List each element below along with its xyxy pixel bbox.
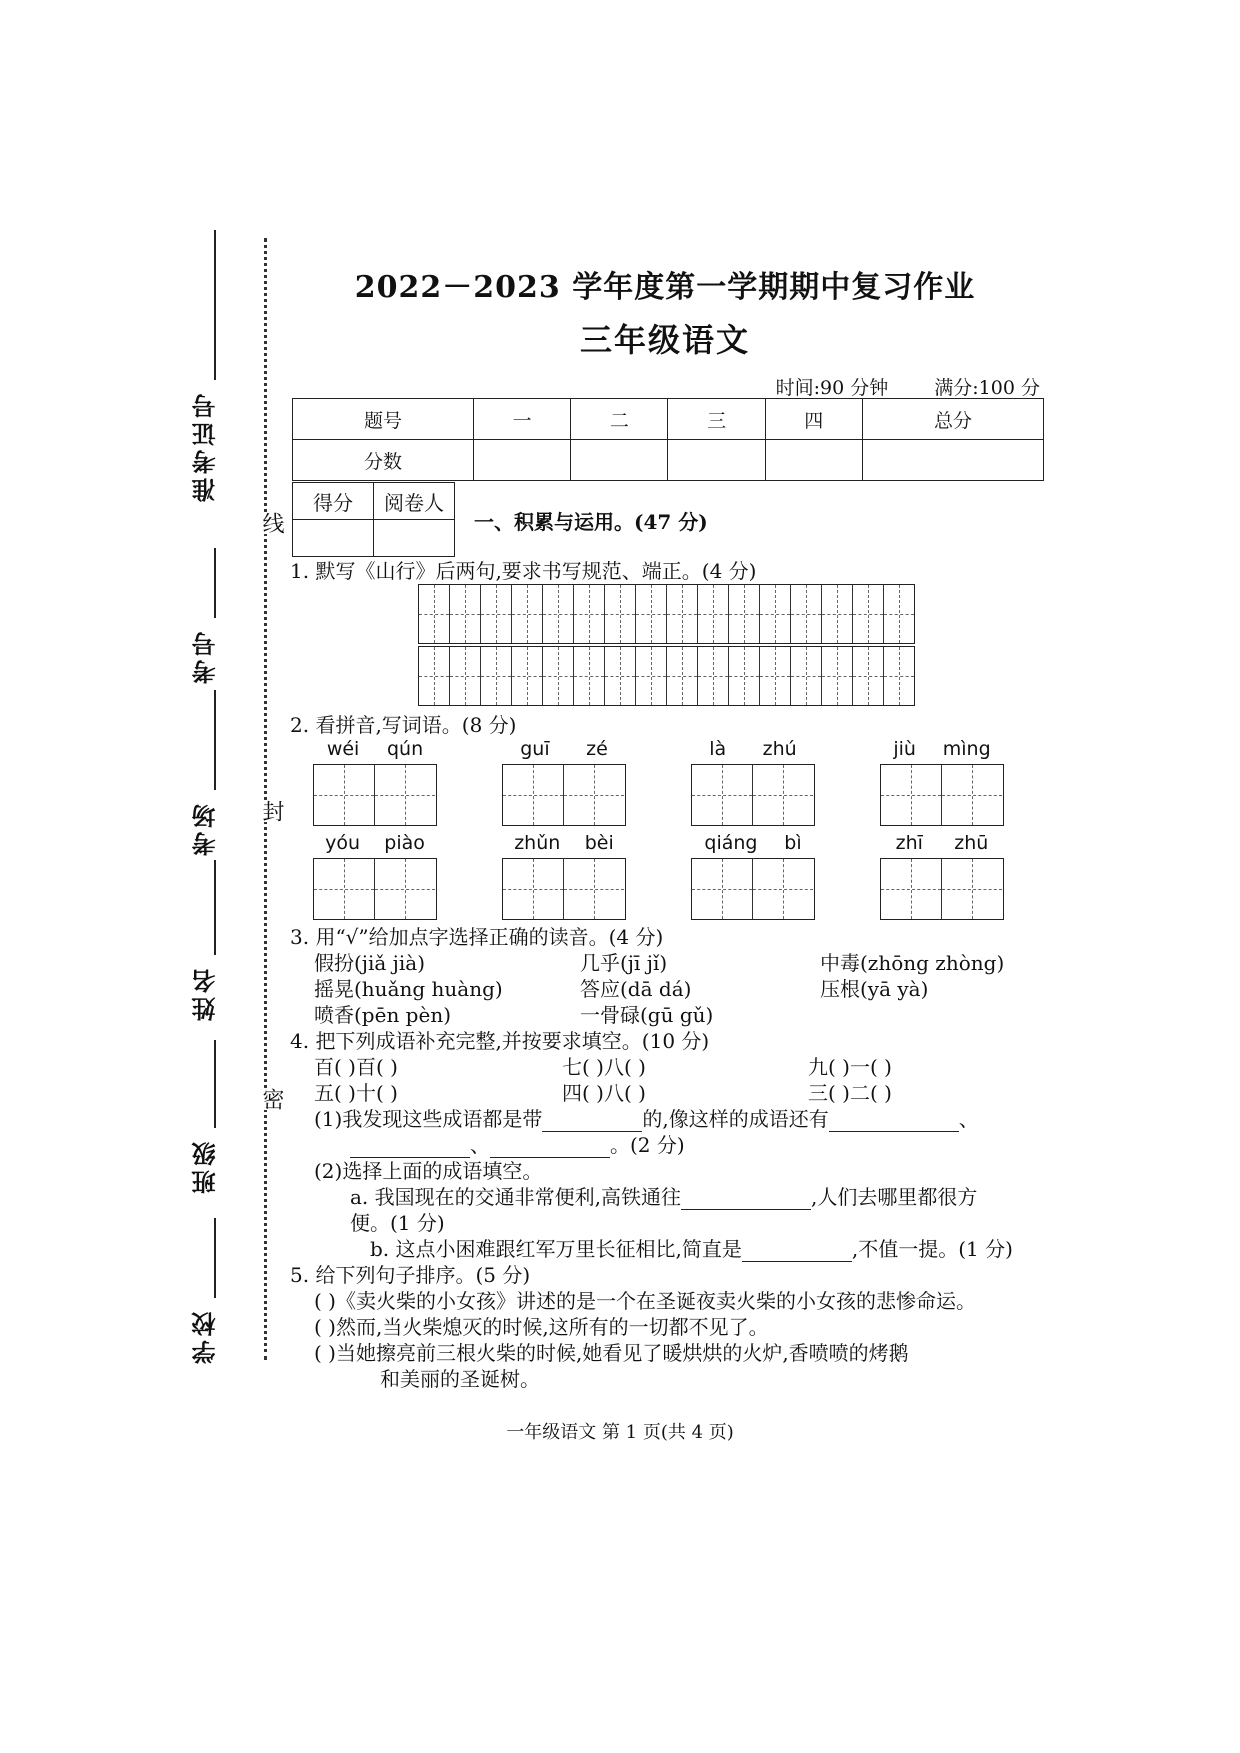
idiom-item[interactable]: 三( )二( ) <box>808 1081 892 1105</box>
fill-blank[interactable] <box>742 1261 852 1262</box>
score-table-header: 三 <box>668 399 765 440</box>
pinyin: là <box>709 738 727 760</box>
side-line <box>214 690 216 790</box>
score-cell[interactable] <box>571 440 668 481</box>
pinyin-word <box>691 738 815 826</box>
grader-box <box>292 482 455 557</box>
side-line <box>214 1040 216 1128</box>
pinyin: wéi <box>326 738 360 760</box>
pinyin: zhī <box>895 832 923 854</box>
full-score: 满分:100 分 <box>934 377 1040 399</box>
answer-boxes[interactable] <box>502 858 626 920</box>
pinyin: bì <box>784 832 802 854</box>
pinyin-word <box>313 832 437 920</box>
question-4-sub-1: (1)我发现这些成语都是带 的,像这样的成语还有 、 <box>314 1107 979 1131</box>
pinyin: zhú <box>762 738 797 760</box>
pinyin: qiáng <box>704 832 758 854</box>
question-4-sub-2: (2)选择上面的成语填空。 <box>314 1159 543 1183</box>
side-label-exam-id: 准考证号 <box>191 390 220 502</box>
question-1: 1. 默写《山行》后两句,要求书写规范、端正。(4 分) <box>290 559 757 583</box>
pinyin-word <box>313 738 437 826</box>
order-paren[interactable]: ( ) <box>314 1315 336 1339</box>
pinyin: zhū <box>954 832 989 854</box>
order-paren[interactable]: ( ) <box>314 1289 336 1313</box>
idiom-item[interactable]: 七( )八( ) <box>562 1055 646 1079</box>
idiom-item[interactable]: 四( )八( ) <box>562 1081 646 1105</box>
sentence-order-item[interactable]: ( )然而,当火柴熄灭的时候,这所有的一切都不见了。 <box>314 1315 769 1339</box>
pinyin-word <box>880 738 1004 826</box>
order-paren[interactable]: ( ) <box>314 1341 336 1365</box>
question-4-sub-1-cont: 、 。(2 分) <box>350 1132 685 1158</box>
score-cell[interactable] <box>668 440 765 481</box>
score-table-header: 四 <box>765 399 862 440</box>
answer-boxes[interactable] <box>313 764 437 826</box>
pronunciation-item[interactable]: 中毒(zhōng zhòng) <box>820 951 1005 975</box>
grader-reviewer-cell[interactable] <box>374 520 455 557</box>
answer-boxes[interactable] <box>691 858 815 920</box>
section-title: 一、积累与运用。(47 分) <box>474 510 708 534</box>
writing-grid-row-2[interactable] <box>418 646 915 706</box>
score-table-header: 一 <box>474 399 571 440</box>
pinyin-word <box>502 738 626 826</box>
idiom-item[interactable]: 九( )一( ) <box>808 1055 892 1079</box>
grader-reviewer-label: 阅卷人 <box>374 483 455 520</box>
side-line <box>214 230 216 380</box>
score-cell[interactable] <box>862 440 1043 481</box>
question-4: 4. 把下列成语补充完整,并按要求填空。(10 分) <box>290 1029 710 1053</box>
grader-score-cell[interactable] <box>293 520 374 557</box>
side-label-room: 考场 <box>191 800 220 856</box>
fill-blank[interactable] <box>681 1209 811 1210</box>
exam-meta <box>736 373 1040 400</box>
score-cell[interactable] <box>474 440 571 481</box>
score-table-header: 题号 <box>293 399 474 440</box>
pinyin-word <box>502 832 626 920</box>
pinyin: zhǔn <box>514 832 561 854</box>
idiom-item[interactable]: 百( )百( ) <box>314 1055 398 1079</box>
side-label-name: 姓名 <box>191 965 220 1021</box>
pinyin: guī <box>520 738 550 760</box>
answer-boxes[interactable] <box>691 764 815 826</box>
score-table-header: 总分 <box>862 399 1043 440</box>
grader-score-label: 得分 <box>293 483 374 520</box>
question-4-sub-2a: a. 我国现在的交通非常便利,高铁通往 ,人们去哪里都很方 <box>350 1185 978 1209</box>
seal-word-mi: 密 <box>256 1088 287 1110</box>
side-line <box>214 1218 216 1298</box>
score-table <box>292 398 1044 481</box>
seal-dotted-line <box>264 238 267 1360</box>
answer-boxes[interactable] <box>502 764 626 826</box>
pronunciation-item[interactable]: 答应(dā dá) <box>580 977 692 1001</box>
side-label-exam-no: 考号 <box>191 628 220 684</box>
pronunciation-item[interactable]: 一骨碌(gū gǔ) <box>580 1003 714 1027</box>
question-2: 2. 看拼音,写词语。(8 分) <box>290 713 517 737</box>
side-label-class: 班级 <box>191 1138 220 1194</box>
pinyin-word <box>691 832 815 920</box>
pinyin: yóu <box>325 832 361 854</box>
sentence-order-item[interactable]: ( )当她擦亮前三根火柴的时候,她看见了暖烘烘的火炉,香喷喷的烤鹅 <box>314 1341 909 1365</box>
question-4-sub-2b: b. 这点小困难跟红军万里长征相比,简直是 ,不值一提。(1 分) <box>370 1237 1013 1261</box>
sentence-order-item[interactable]: ( )《卖火柴的小女孩》讲述的是一个在圣诞夜卖火柴的小女孩的悲惨命运。 <box>314 1289 976 1313</box>
score-table-header: 二 <box>571 399 668 440</box>
pinyin: jiù <box>893 738 916 760</box>
time-limit: 时间:90 分钟 <box>775 377 889 399</box>
answer-boxes[interactable] <box>880 858 1004 920</box>
fill-blank[interactable] <box>829 1131 959 1132</box>
sentence-order-item-cont: 和美丽的圣诞树。 <box>380 1367 540 1391</box>
question-4-sub-2a-cont: 便。(1 分) <box>350 1211 445 1235</box>
question-5: 5. 给下列句子排序。(5 分) <box>290 1263 531 1287</box>
side-line <box>214 860 216 955</box>
writing-grid-row-1[interactable] <box>418 584 915 644</box>
page-footer: 一年级语文 第 1 页(共 4 页) <box>506 1422 734 1443</box>
pinyin: bèi <box>584 832 614 854</box>
side-line <box>214 548 216 618</box>
page-subtitle: 三年级语文 <box>579 321 750 359</box>
pronunciation-item[interactable]: 喷香(pēn pèn) <box>314 1003 452 1027</box>
score-cell[interactable] <box>765 440 862 481</box>
idiom-item[interactable]: 五( )十( ) <box>314 1081 398 1105</box>
question-3: 3. 用“√”给加点字选择正确的读音。(4 分) <box>290 925 664 949</box>
seal-word-line: 线 <box>256 512 287 534</box>
pinyin: qún <box>387 738 424 760</box>
pinyin-word <box>880 832 1004 920</box>
pinyin: piào <box>384 832 425 854</box>
pronunciation-item[interactable]: 摇晃(huǎng huàng) <box>314 977 503 1001</box>
score-table-row-label: 分数 <box>293 440 474 481</box>
pinyin: zé <box>586 738 608 760</box>
answer-boxes[interactable] <box>313 858 437 920</box>
pronunciation-item[interactable]: 压根(yā yà) <box>820 977 929 1001</box>
page-title: 2022－2023 学年度第一学期期中复习作业 <box>354 270 976 305</box>
side-label-school: 学校 <box>191 1308 220 1364</box>
seal-word-feng: 封 <box>256 800 287 822</box>
answer-boxes[interactable] <box>880 764 1004 826</box>
pronunciation-item[interactable]: 假扮(jiǎ jià) <box>314 951 426 975</box>
pronunciation-item[interactable]: 几乎(jī jǐ) <box>580 951 668 975</box>
pinyin: mìng <box>942 738 991 760</box>
